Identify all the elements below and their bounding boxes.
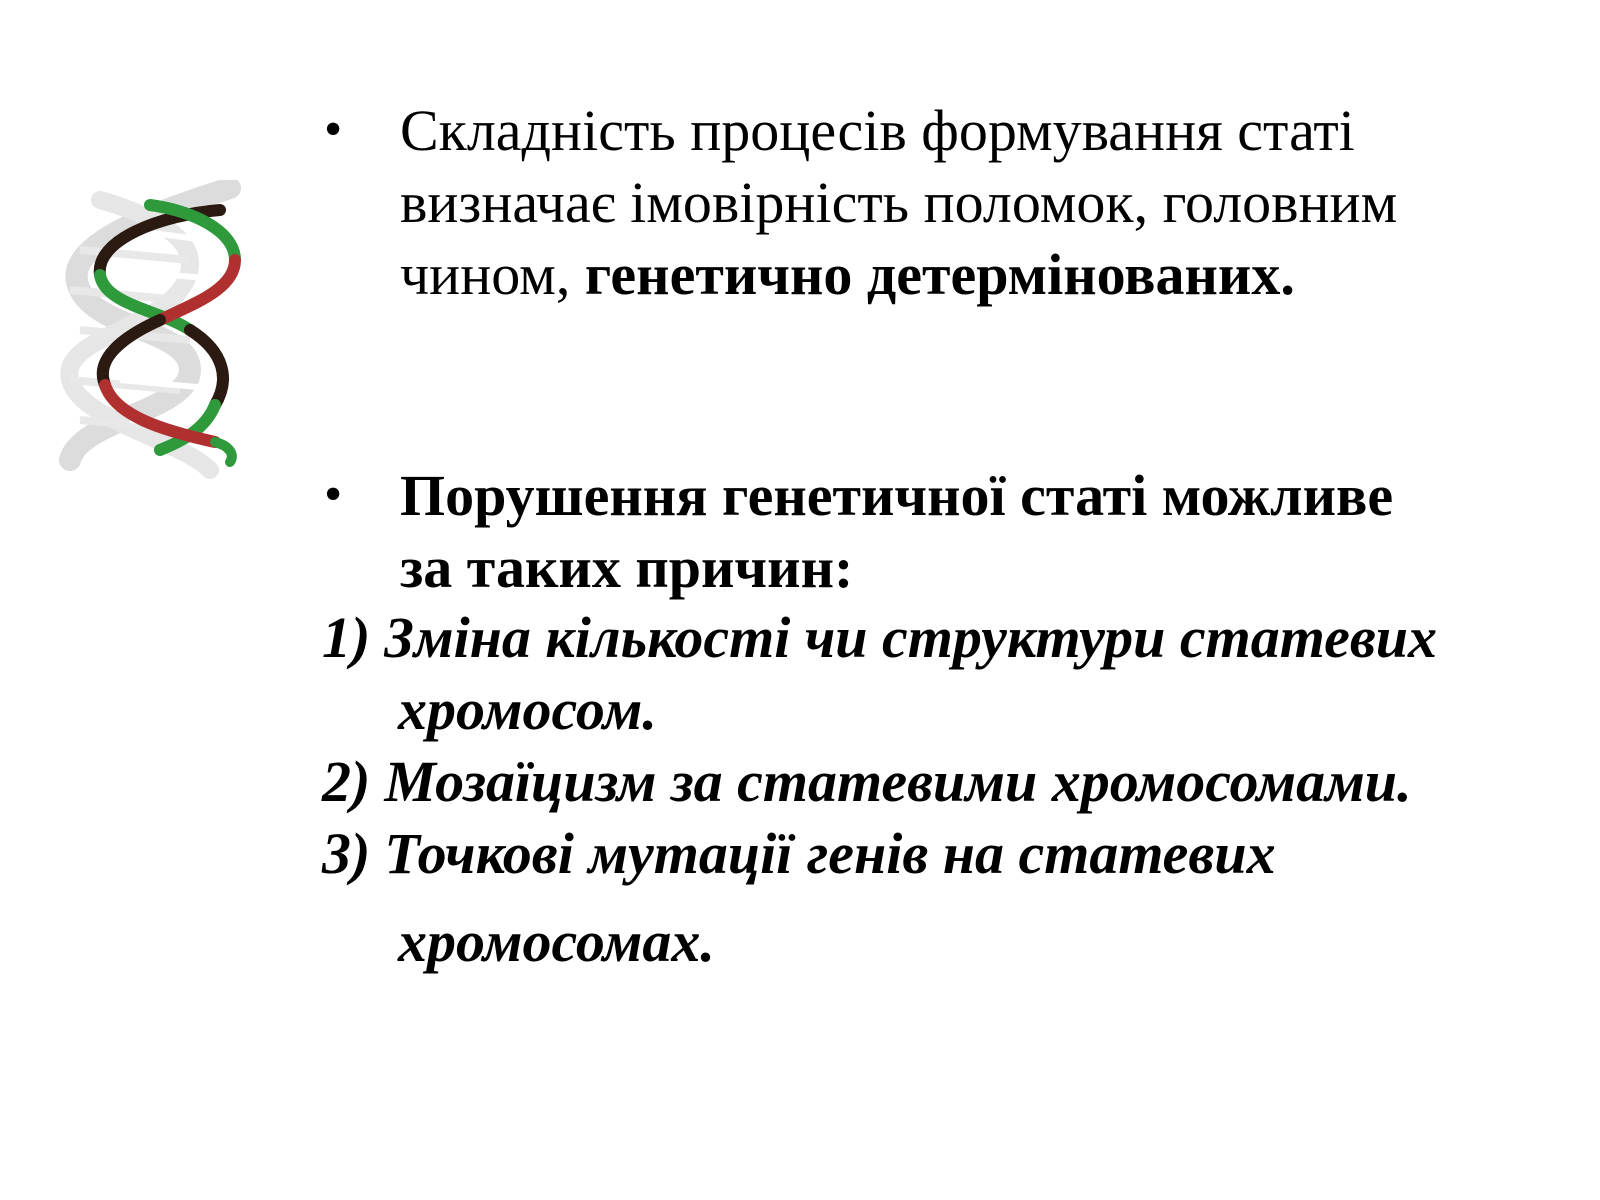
causes-list	[322, 602, 1572, 978]
cause-number: 3)	[322, 821, 371, 886]
bullet-line	[400, 239, 1550, 311]
bullet-marker: •	[324, 101, 343, 158]
dna-helix-icon	[40, 180, 260, 480]
bullet-row	[320, 460, 1550, 604]
cause-text: Мозаїцизм за статевими хромосомами.	[384, 749, 1412, 814]
cause-number: 2)	[322, 749, 371, 814]
cause-number: 1)	[322, 605, 371, 670]
bullet-formation-complexity	[320, 95, 1550, 311]
cause-item	[322, 818, 1572, 978]
bullet-line: визначає імовірність поломок, головним	[400, 170, 1398, 235]
bullet-text	[400, 460, 1550, 604]
cause-text: Зміна кількості чи структури статевих	[384, 605, 1438, 670]
cause-item	[322, 746, 1572, 818]
cause-text: Точкові мутації генів на статевих	[384, 821, 1276, 886]
bullet-line-normal: чином,	[400, 242, 585, 307]
bullet-text	[400, 95, 1550, 311]
cause-item	[322, 602, 1572, 746]
bullet-genetic-sex-disorder	[320, 460, 1550, 604]
cause-continuation: хромосомах.	[398, 909, 715, 974]
cause-first-line	[322, 818, 1572, 890]
bullet-row	[320, 95, 1550, 311]
bullet-line-emphasis: генетично детермінованих.	[584, 242, 1295, 307]
bullet-marker: •	[324, 466, 343, 523]
bullet-line: за таких причин:	[400, 535, 854, 600]
cause-continuation: хромосом.	[398, 677, 657, 742]
cause-first-line	[322, 602, 1572, 674]
bullet-line: Складність процесів формування статі	[400, 98, 1355, 163]
bullet-line: Порушення генетичної статі можливе	[400, 463, 1394, 528]
